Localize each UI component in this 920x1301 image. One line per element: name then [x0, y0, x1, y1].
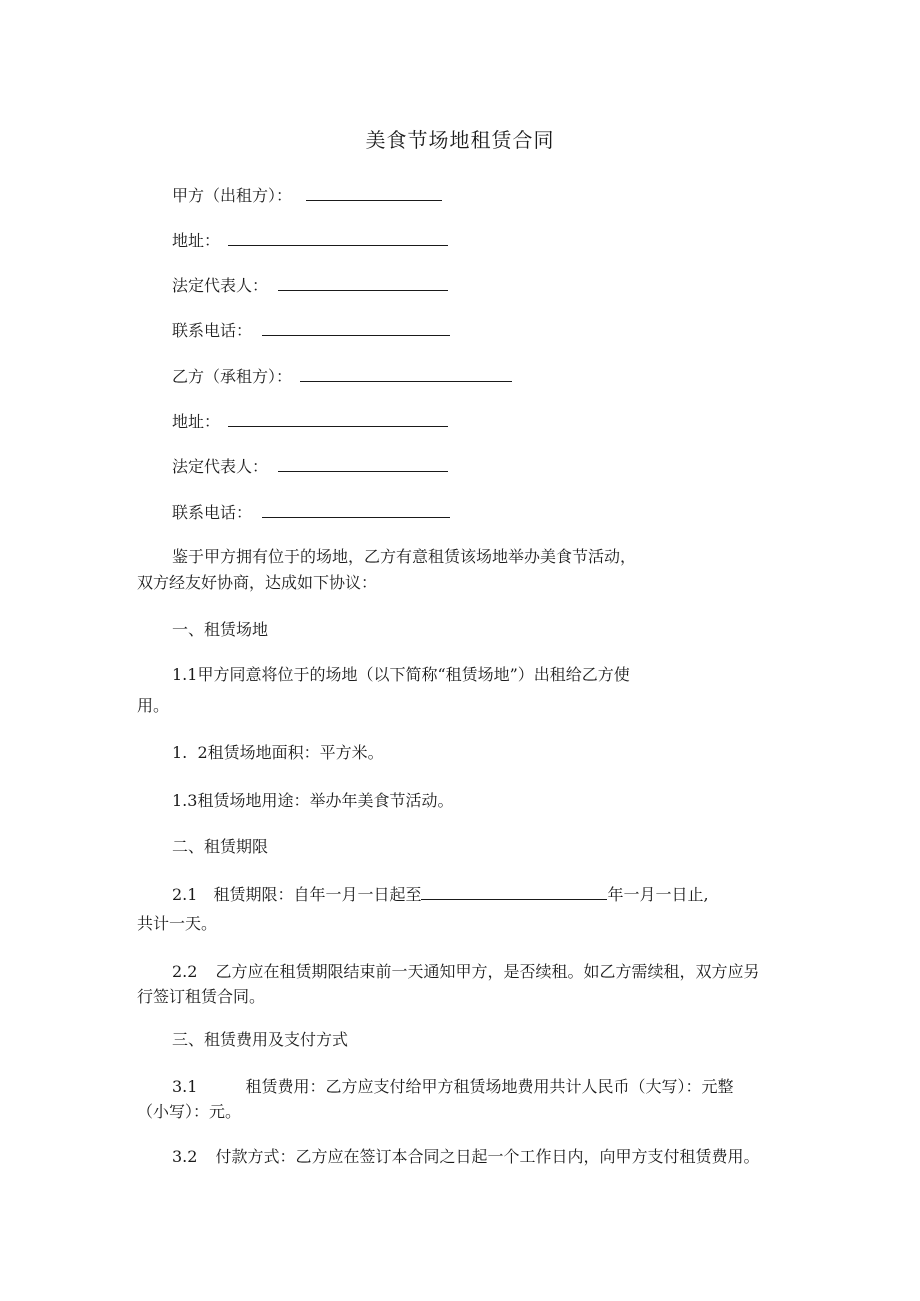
clause-2-1-text-after: 年一月一日止,	[607, 885, 709, 904]
party-a-phone-row	[172, 319, 450, 342]
party-b-address-blank	[228, 410, 448, 427]
party-b-name-row	[172, 365, 512, 388]
party-a-phone-blank	[262, 319, 450, 336]
party-b-legal-rep-row	[172, 455, 448, 478]
clause-2-1-line-1	[172, 883, 709, 906]
party-a-address-blank	[228, 229, 448, 246]
party-b-address-row	[172, 410, 448, 433]
party-a-phone-label: 联系电话：	[172, 321, 253, 340]
clause-2-1-text-before: 租赁期限：自年一月一日起至	[213, 885, 422, 904]
clause-2-1-end-date-blank	[421, 883, 607, 900]
clause-1-1-line-2: 用。	[137, 696, 170, 715]
party-b-address-label: 地址：	[172, 412, 221, 431]
clause-2-2-line-2: 行签订租赁合同。	[137, 987, 266, 1006]
clause-3-2-text: 付款方式：乙方应在签订本合同之日起一个工作日内，向甲方支付租赁费用。	[215, 1147, 760, 1166]
clause-3-1-line-1	[172, 1076, 733, 1098]
section-3-heading: 三、租赁费用及支付方式	[172, 1030, 349, 1049]
document-title: 美食节场地租赁合同	[365, 128, 555, 152]
clause-3-2-number: 3.2	[172, 1147, 198, 1166]
clause-2-1-number: 2.1	[172, 885, 198, 904]
clause-2-2-number: 2.2	[172, 962, 198, 981]
section-2-heading: 二、租赁期限	[172, 837, 269, 856]
party-b-phone-blank	[262, 501, 450, 518]
preamble-line-1: 鉴于甲方拥有位于的场地，乙方有意租赁该场地举办美食节活动，	[172, 547, 637, 566]
clause-1-1-line-1: 1.1甲方同意将位于的场地（以下简称“租赁场地”）出租给乙方使	[172, 665, 630, 684]
clause-3-2	[172, 1146, 759, 1168]
clause-1-3: 1.3租赁场地用途：举办年美食节活动。	[172, 791, 454, 810]
party-a-name-blank	[306, 184, 442, 201]
clause-3-1-text: 租赁费用：乙方应支付给甲方租赁场地费用共计人民币（大写）：元整	[245, 1077, 734, 1096]
preamble-line-2: 双方经友好协商，达成如下协议：	[137, 573, 378, 592]
clause-3-1-number: 3.1	[172, 1077, 198, 1096]
clause-1-2: 1. 2租赁场地面积：平方米。	[172, 743, 384, 762]
clause-2-2-text: 乙方应在租赁期限结束前一天通知甲方，是否续租。如乙方需续租，双方应另	[215, 962, 760, 981]
party-b-legal-rep-label: 法定代表人：	[172, 457, 269, 476]
party-b-name-blank	[300, 365, 512, 382]
section-1-heading: 一、租赁场地	[172, 620, 269, 639]
party-b-phone-row	[172, 501, 450, 524]
party-a-address-label: 地址：	[172, 231, 221, 250]
party-b-name-label: 乙方（承租方）：	[172, 367, 293, 386]
clause-2-2-line-1	[172, 961, 759, 983]
party-a-legal-rep-blank	[278, 274, 448, 291]
clause-2-1-line-2: 共计一天。	[137, 914, 218, 933]
party-a-legal-rep-row	[172, 274, 448, 297]
party-a-address-row	[172, 229, 448, 252]
party-b-legal-rep-blank	[278, 455, 448, 472]
party-a-legal-rep-label: 法定代表人：	[172, 276, 269, 295]
party-a-name-row	[172, 184, 442, 207]
clause-3-1-line-2: （小写）：元。	[137, 1102, 242, 1121]
party-a-name-label: 甲方（出租方）：	[172, 186, 293, 205]
party-b-phone-label: 联系电话：	[172, 503, 253, 522]
